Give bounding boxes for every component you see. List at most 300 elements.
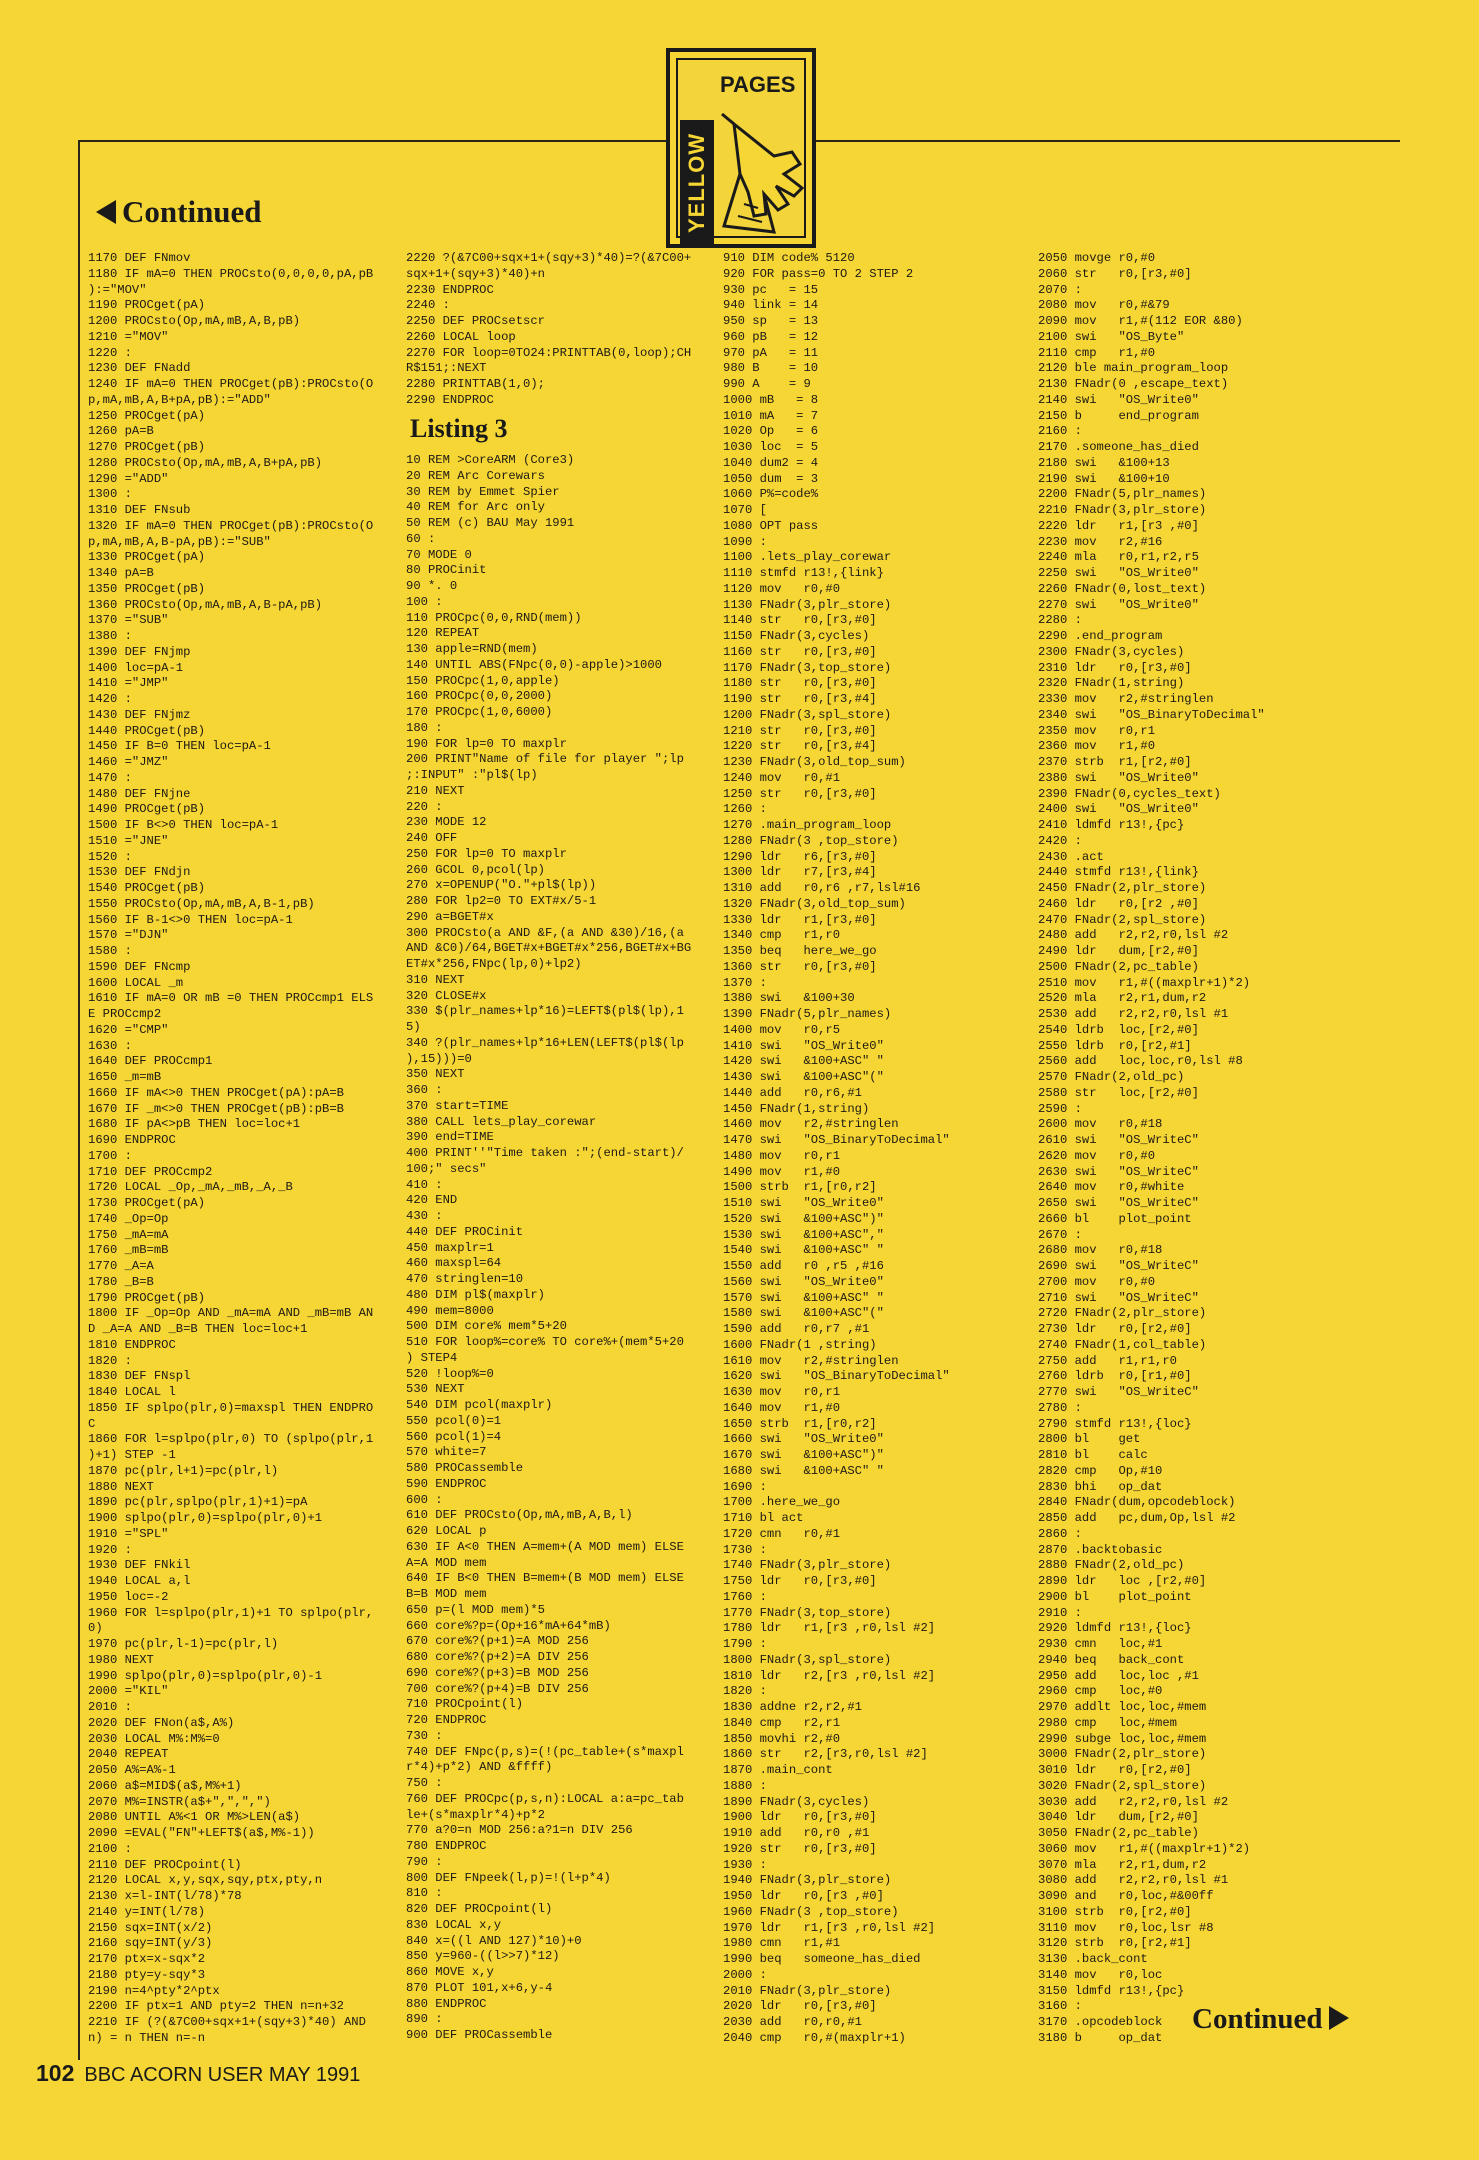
continued-bottom-label: Continued — [1192, 2003, 1323, 2035]
code-line: 720 ENDPROC — [406, 1713, 487, 1727]
code-line: 2680 mov r0,#18 — [1038, 1243, 1163, 1258]
code-line: 3050 FNadr(2,pc_table) — [1038, 1826, 1199, 1840]
code-line: 2660 bl plot_point — [1038, 1211, 1192, 1226]
code-line: 2350 mov r0,r1 — [1038, 723, 1156, 738]
code-line: 2710 swi "OS_WriteC" — [1038, 1290, 1199, 1305]
code-line: 2010 FNadr(3,plr_store) — [723, 1983, 892, 1998]
code-line: 420 END — [406, 1193, 458, 1208]
code-line: 1820 : — [723, 1684, 767, 1699]
code-line: 2370 strb r1,[r2,#0] — [1038, 755, 1192, 769]
code-line: 2460 ldr r0,[r2 ,#0] — [1038, 896, 1199, 911]
code-line: 590 ENDPROC — [406, 1476, 487, 1491]
code-line: 2900 bl plot_point — [1038, 1589, 1192, 1604]
code-line: 680 core%?(p+2)=A DIV 256 — [406, 1650, 589, 1664]
code-line: 980 B = 10 — [723, 361, 819, 376]
code-line: 1940 FNadr(3,plr_store) — [723, 1873, 892, 1888]
code-line: 2340 swi "OS_BinaryToDecimal" — [1038, 707, 1265, 722]
code-line: 1880 NEXT — [88, 1479, 154, 1494]
code-line: 2980 cmp loc,#mem — [1038, 1715, 1177, 1730]
code-line: 1690 : — [723, 1479, 767, 1494]
code-line: 1410 swi "OS_Write0" — [723, 1038, 884, 1053]
code-line: 1200 PROCsto(Op,mA,mB,A,B,pB) — [88, 314, 301, 328]
code-line: 3170 .opcodeblock — [1038, 2015, 1163, 2029]
code-line: 1490 mov r1,#0 — [723, 1164, 841, 1179]
code-line: R$151;:NEXT — [406, 361, 487, 376]
code-line: 1860 str r2,[r3,r0,lsl #2] — [723, 1747, 928, 1762]
code-line: 1270 PROCget(pB) — [88, 440, 206, 454]
code-line: 1490 PROCget(pB) — [88, 802, 206, 817]
code-line: 880 ENDPROC — [406, 1996, 487, 2011]
code-line: 1070 [ — [723, 503, 767, 517]
code-line: 1730 : — [723, 1542, 767, 1557]
code-line: 900 DEF PROCassemble — [406, 2028, 553, 2042]
code-line: 3010 ldr r0,[r2,#0] — [1038, 1763, 1192, 1777]
code-line: 1540 PROCget(pB) — [88, 881, 206, 895]
code-line: 220 : — [406, 799, 443, 814]
code-line: 2640 mov r0,#white — [1038, 1180, 1185, 1195]
code-line: 2190 swi &100+10 — [1038, 471, 1170, 486]
code-line: 1180 str r0,[r3,#0] — [723, 676, 877, 691]
code-line: le+(s*maxplr*4)+p*2 — [406, 1807, 545, 1822]
code-line: 2180 pty=y-sqy*3 — [88, 1967, 206, 1982]
code-line: 1800 FNadr(3,spl_store) — [723, 1652, 892, 1667]
code-line: 2180 swi &100+13 — [1038, 455, 1170, 470]
code-line: 1360 PROCsto(Op,mA,mB,A,B-pA,pB) — [88, 597, 323, 612]
code-line: 2770 swi "OS_WriteC" — [1038, 1385, 1199, 1399]
code-line: 2040 cmp r0,#(maxplr+1) — [723, 2030, 906, 2045]
code-line: 1950 loc=-2 — [88, 1589, 169, 1604]
code-line: 2530 add r2,r2,r0,lsl #1 — [1038, 1007, 1229, 1021]
code-line: 800 DEF FNpeek(l,p)=!(l+p*4) — [406, 1870, 611, 1885]
continued-top — [96, 194, 262, 230]
code-line: 1190 str r0,[r3,#4] — [723, 692, 877, 706]
code-line: 1730 PROCget(pA) — [88, 1196, 206, 1210]
code-line: 930 pc = 15 — [723, 282, 819, 297]
code-line: 940 link = 14 — [723, 298, 819, 313]
code-line: 1050 dum = 3 — [723, 471, 819, 486]
code-line: 450 maxplr=1 — [406, 1240, 494, 1255]
code-line: 1690 ENDPROC — [88, 1133, 176, 1147]
code-line: 2610 swi "OS_WriteC" — [1038, 1133, 1199, 1147]
code-line: 3080 add r2,r2,r0,lsl #1 — [1038, 1873, 1229, 1888]
code-line: 2160 : — [1038, 424, 1082, 439]
code-line: 1660 IF mA<>0 THEN PROCget(pA):pA=B — [88, 1085, 344, 1100]
code-line: 1750 ldr r0,[r3,#0] — [723, 1574, 877, 1588]
code-line: 1700 .here_we_go — [723, 1495, 841, 1510]
code-line: 340 ?(plr_names+lp*16+LEN(LEFT$(pl$(lp — [406, 1035, 684, 1050]
code-line: 1420 swi &100+ASC" " — [723, 1054, 884, 1069]
code-line: 40 REM for Arc only — [406, 500, 545, 515]
code-line: 140 UNTIL ABS(FNpc(0,0)-apple)>1000 — [406, 657, 662, 672]
code-line: 1340 pA=B — [88, 566, 154, 580]
arrow-left-icon — [96, 200, 116, 224]
code-line: 1460 mov r2,#stringlen — [723, 1117, 899, 1132]
code-line: 2970 addlt loc,loc,#mem — [1038, 1700, 1207, 1714]
code-line: 1840 LOCAL l — [88, 1385, 176, 1399]
code-line: 670 core%?(p+1)=A MOD 256 — [406, 1634, 589, 1649]
code-line: 200 PRINT"Name of file for player ";lp — [406, 752, 684, 767]
code-line: 1530 swi &100+ASC"," — [723, 1227, 884, 1242]
code-line: 1780 _B=B — [88, 1274, 154, 1289]
code-line: 2990 subge loc,loc,#mem — [1038, 1731, 1207, 1746]
code-line: 2030 add r0,r0,#1 — [723, 2015, 862, 2029]
code-line: C — [88, 1416, 96, 1431]
code-line: 2780 : — [1038, 1400, 1082, 1415]
code-line: 1610 mov r2,#stringlen — [723, 1353, 899, 1368]
code-line: 2050 movge r0,#0 — [1038, 251, 1156, 265]
code-line: 1380 : — [88, 629, 132, 643]
code-line: 1900 ldr r0,[r3,#0] — [723, 1810, 877, 1825]
code-line: 1960 FNadr(3 ,top_store) — [723, 1904, 899, 1919]
code-line: 1340 cmp r1,r0 — [723, 928, 841, 943]
code-line: 410 : — [406, 1177, 443, 1192]
code-line: 3120 strb r0,[r2,#1] — [1038, 1936, 1192, 1951]
code-line: AND &C0)/64,BGET#x+BGET#x*256,BGET#x+BG — [406, 941, 692, 956]
code-line: 1890 FNadr(3,cycles) — [723, 1794, 870, 1809]
code-line: 2800 bl get — [1038, 1432, 1141, 1447]
code-line: 630 IF A<0 THEN A=mem+(A MOD mem) ELSE — [406, 1539, 684, 1554]
code-line: 440 DEF PROCinit — [406, 1224, 524, 1239]
code-line: 2270 FOR loop=0TO24:PRINTTAB(0,loop);CH — [406, 345, 692, 360]
code-line: 2590 : — [1038, 1101, 1082, 1116]
code-line: 2120 ble main_program_loop — [1038, 361, 1229, 376]
code-line: 2000 : — [723, 1967, 767, 1982]
code-line: 10 REM >CoreARM (Core3) — [406, 453, 575, 467]
code-line: 2100 swi "OS_Byte" — [1038, 329, 1185, 344]
code-line: 190 FOR lp=0 TO maxplr — [406, 736, 567, 751]
code-line: 1230 FNadr(3,old_top_sum) — [723, 755, 906, 769]
code-line: 1750 _mA=mA — [88, 1227, 169, 1242]
code-line: 600 : — [406, 1492, 443, 1507]
code-line: 100;" secs" — [406, 1161, 487, 1176]
code-line: 1170 FNadr(3,top_store) — [723, 660, 892, 675]
code-line: 1160 str r0,[r3,#0] — [723, 644, 877, 659]
code-line: 2330 mov r2,#stringlen — [1038, 692, 1214, 706]
code-line: 2570 FNadr(2,old_pc) — [1038, 1070, 1185, 1084]
code-line: 1910 add r0,r0 ,#1 — [723, 1826, 870, 1840]
code-line: 460 maxspl=64 — [406, 1256, 502, 1271]
code-line: 90 *. 0 — [406, 579, 458, 593]
code-line: 840 x=((l AND 127)*10)+0 — [406, 1933, 582, 1948]
code-line: 2090 mov r1,#(112 EOR &80) — [1038, 314, 1243, 328]
code-line: 260 GCOL 0,pcol(lp) — [406, 862, 545, 877]
continued-bottom — [1192, 2003, 1349, 2036]
code-line: 1480 mov r0,r1 — [723, 1148, 841, 1163]
code-line: 2200 FNadr(5,plr_names) — [1038, 487, 1207, 502]
code-line: 2010 : — [88, 1700, 132, 1714]
code-line: 2880 FNadr(2,old_pc) — [1038, 1558, 1185, 1573]
code-line: 710 PROCpoint(l) — [406, 1697, 524, 1712]
code-line: ET#x*256,FNpc(lp,0)+lp2) — [406, 957, 582, 971]
code-line: 240 OFF — [406, 831, 458, 845]
code-line: 1940 LOCAL a,l — [88, 1574, 191, 1588]
code-line: 1300 : — [88, 487, 132, 502]
code-line: 740 DEF FNpc(p,s)=(!(pc_table+(s*maxpl — [406, 1744, 684, 1759]
code-line: sqx+1+(sqy+3)*40)+n — [406, 266, 545, 281]
code-line: 510 FOR loop%=core% TO core%+(mem*5+20 — [406, 1335, 684, 1349]
code-line: 1770 _A=A — [88, 1259, 154, 1273]
code-line: 1590 add r0,r7 ,#1 — [723, 1322, 870, 1336]
code-line: 1570 swi &100+ASC" " — [723, 1290, 884, 1305]
code-line: 570 white=7 — [406, 1445, 487, 1460]
code-line: 1590 DEF FNcmp — [88, 959, 191, 974]
logo-pages-text: PAGES — [720, 72, 796, 97]
code-line: 280 FOR lp2=0 TO EXT#x/5-1 — [406, 894, 597, 908]
code-line: 80 PROCinit — [406, 563, 487, 578]
code-line: 1720 cmn r0,#1 — [723, 1526, 841, 1541]
code-line: 3140 mov r0,loc — [1038, 1967, 1163, 1982]
code-line: 2790 stmfd r13!,{loc} — [1038, 1416, 1192, 1431]
code-line: 620 LOCAL p — [406, 1524, 487, 1538]
code-line: 1720 LOCAL _Op,_mA,_mB,_A,_B — [88, 1180, 293, 1195]
code-line: 950 sp = 13 — [723, 314, 819, 328]
code-line: 3130 .back_cont — [1038, 1952, 1148, 1966]
listing-column-3 — [723, 251, 950, 2047]
code-line: 640 IF B<0 THEN B=mem+(B MOD mem) ELSE — [406, 1571, 684, 1586]
code-line: 2270 swi "OS_Write0" — [1038, 597, 1199, 612]
code-line: 60 : — [406, 531, 436, 546]
code-line: 110 PROCpc(0,0,RND(mem)) — [406, 610, 582, 625]
code-line: 490 mem=8000 — [406, 1303, 494, 1318]
code-line: 1790 : — [723, 1637, 767, 1651]
code-line: 2600 mov r0,#18 — [1038, 1117, 1163, 1132]
code-line: 1820 : — [88, 1353, 132, 1368]
code-line: 960 pB = 12 — [723, 329, 819, 344]
code-line: 1400 mov r0,r5 — [723, 1022, 841, 1037]
code-line: ),15)))=0 — [406, 1051, 472, 1066]
code-line: 1760 _mB=mB — [88, 1243, 169, 1258]
code-line: 1130 FNadr(3,plr_store) — [723, 597, 892, 612]
code-line: 1900 splpo(plr,0)=splpo(plr,0)+1 — [88, 1511, 323, 1525]
code-line: 1040 dum2 = 4 — [723, 455, 819, 470]
code-line: 1240 mov r0,#1 — [723, 770, 841, 785]
code-line: 2550 ldrb r0,[r2,#1] — [1038, 1038, 1192, 1053]
code-line: 1080 OPT pass — [723, 518, 819, 533]
code-line: 500 DIM core% mem*5+20 — [406, 1319, 567, 1334]
code-line: 2940 beq back_cont — [1038, 1652, 1185, 1667]
code-line: 2140 y=INT(l/78) — [88, 1904, 206, 1919]
code-line: 1990 beq someone_has_died — [723, 1952, 921, 1966]
listing-column-4 — [1038, 251, 1265, 2047]
code-line: 1520 : — [88, 849, 132, 864]
code-line: 2670 : — [1038, 1227, 1082, 1242]
code-line: 1140 str r0,[r3,#0] — [723, 613, 877, 628]
code-line: 2050 A%=A%-1 — [88, 1763, 176, 1777]
logo-yellow-text: YELLOW — [680, 120, 714, 245]
code-line: 3150 ldmfd r13!,{pc} — [1038, 1983, 1185, 1998]
code-line: 2020 DEF FNon(a$,A%) — [88, 1715, 235, 1730]
continued-top-label: Continued — [122, 194, 262, 229]
code-line: 3100 strb r0,[r2,#0] — [1038, 1904, 1192, 1919]
code-line: 2620 mov r0,#0 — [1038, 1148, 1156, 1163]
code-line: 1200 FNadr(3,spl_store) — [723, 707, 892, 722]
code-line: 1210 str r0,[r3,#0] — [723, 723, 877, 738]
code-line: A=A MOD mem — [406, 1555, 487, 1570]
code-line: 1310 DEF FNsub — [88, 503, 191, 517]
page-footer — [36, 2060, 360, 2087]
code-line: 1620 swi "OS_BinaryToDecimal" — [723, 1369, 950, 1384]
code-line: 1700 : — [88, 1148, 132, 1163]
code-line: 2420 : — [1038, 833, 1082, 848]
code-line: 1870 pc(plr,l+1)=pc(plr,l) — [88, 1463, 279, 1478]
code-line: 2060 a$=MID$(a$,M%+1) — [88, 1778, 242, 1793]
code-line: 1600 FNadr(1 ,string) — [723, 1337, 877, 1352]
code-line: 1400 loc=pA-1 — [88, 660, 184, 675]
code-line: 480 DIM pl$(maxplr) — [406, 1287, 545, 1302]
code-line: 970 pA = 11 — [723, 345, 819, 360]
page-number: 102 — [36, 2060, 75, 2086]
code-line: 2650 swi "OS_WriteC" — [1038, 1196, 1199, 1210]
code-line: 150 PROCpc(1,0,apple) — [406, 673, 560, 688]
code-line: 2030 LOCAL M%:M%=0 — [88, 1731, 220, 1746]
code-line: p,mA,mB,A,B-pA,pB):="SUB" — [88, 534, 271, 549]
code-line: 310 NEXT — [406, 972, 465, 987]
code-line: 820 DEF PROCpoint(l) — [406, 1902, 553, 1916]
code-line: 1650 strb r1,[r0,r2] — [723, 1416, 877, 1431]
code-line: 2240 mla r0,r1,r2,r5 — [1038, 550, 1199, 565]
code-line: B=B MOD mem — [406, 1587, 487, 1601]
code-line: 2240 : — [406, 298, 450, 313]
code-line: 2720 FNadr(2,plr_store) — [1038, 1306, 1207, 1321]
code-line: 1010 mA = 7 — [723, 408, 819, 423]
code-line: 1680 swi &100+ASC" " — [723, 1463, 884, 1478]
code-line: 1830 DEF FNspl — [88, 1369, 191, 1384]
code-line: 2070 M%=INSTR(a$+",",",") — [88, 1794, 271, 1809]
code-line: 2930 cmn loc,#1 — [1038, 1637, 1163, 1651]
code-line: 70 MODE 0 — [406, 547, 472, 562]
code-line: 1740 _Op=Op — [88, 1211, 169, 1226]
code-line: 2360 mov r1,#0 — [1038, 739, 1156, 754]
code-line: 2000 ="KIL" — [88, 1684, 169, 1699]
code-line: )+1) STEP -1 — [88, 1448, 176, 1462]
code-line: p,mA,mB,A,B+pA,pB):="ADD" — [88, 392, 271, 407]
code-line: 2760 ldrb r0,[r1,#0] — [1038, 1369, 1192, 1384]
code-line: 870 PLOT 101,x+6,y-4 — [406, 1980, 553, 1995]
code-line: 3070 mla r2,r1,dum,r2 — [1038, 1857, 1207, 1872]
code-line: 20 REM Arc Corewars — [406, 468, 545, 483]
code-line: 1230 DEF FNadd — [88, 361, 191, 376]
listing-column-2-top — [406, 251, 691, 409]
code-line: 320 CLOSE#x — [406, 988, 487, 1003]
code-line: 2740 FNadr(1,col_table) — [1038, 1337, 1207, 1352]
code-line: 2150 sqx=INT(x/2) — [88, 1920, 213, 1935]
code-line: 2110 cmp r1,#0 — [1038, 345, 1156, 360]
code-line: 1650 _m=mB — [88, 1070, 162, 1084]
code-line: 2170 .someone_has_died — [1038, 440, 1199, 454]
code-line: 1970 ldr r1,[r3 ,r0,lsl #2] — [723, 1920, 936, 1935]
code-line: 990 A = 9 — [723, 377, 811, 391]
code-line: 390 end=TIME — [406, 1130, 494, 1145]
code-line: 1830 addne r2,r2,#1 — [723, 1700, 862, 1714]
code-line: 1420 : — [88, 692, 132, 706]
code-line: 1100 .lets_play_corewar — [723, 550, 892, 565]
code-line: 370 start=TIME — [406, 1098, 509, 1113]
code-line: 5) — [406, 1020, 421, 1034]
code-line: 250 FOR lp=0 TO maxplr — [406, 846, 567, 861]
code-line: 1170 DEF FNmov — [88, 251, 191, 265]
code-line: 2220 ldr r1,[r3 ,#0] — [1038, 518, 1199, 533]
code-line: 1910 ="SPL" — [88, 1526, 169, 1541]
hand-icon — [714, 104, 810, 244]
code-line: 2280 PRINTTAB(1,0); — [406, 377, 545, 391]
code-line: 1350 PROCget(pB) — [88, 581, 206, 596]
code-line: 1670 swi &100+ASC")" — [723, 1448, 884, 1462]
code-line: 1560 IF B-1<>0 THEN loc=pA-1 — [88, 912, 293, 927]
code-line: 1810 ldr r2,[r3 ,r0,lsl #2] — [723, 1668, 936, 1683]
code-line: 1180 IF mA=0 THEN PROCsto(0,0,0,0,pA,pB — [88, 266, 374, 281]
code-line: n) = n THEN n=-n — [88, 2030, 206, 2045]
code-line: 1330 PROCget(pA) — [88, 550, 206, 565]
code-line: 1320 FNadr(3,old_top_sum) — [723, 896, 906, 911]
code-line: 1950 ldr r0,[r3 ,#0] — [723, 1889, 884, 1903]
code-line: 2410 ldmfd r13!,{pc} — [1038, 818, 1185, 832]
code-line: 1460 ="JMZ" — [88, 755, 169, 769]
code-line: 230 MODE 12 — [406, 815, 487, 830]
code-line: 2070 : — [1038, 282, 1082, 297]
code-line: 1300 ldr r7,[r3,#4] — [723, 865, 877, 880]
code-line: 1800 IF _Op=Op AND _mA=mA AND _mB=mB AN — [88, 1306, 374, 1321]
listing-column-1 — [88, 251, 373, 2047]
code-line: 1480 DEF FNjne — [88, 786, 191, 801]
code-line: 2830 bhi op_dat — [1038, 1479, 1163, 1494]
code-line: 730 : — [406, 1728, 443, 1743]
code-line: 2300 FNadr(3,cycles) — [1038, 644, 1185, 659]
code-line: 1660 swi "OS_Write0" — [723, 1432, 884, 1447]
code-line: 2510 mov r1,#((maxplr+1)*2) — [1038, 975, 1251, 990]
code-line: 1330 ldr r1,[r3,#0] — [723, 912, 877, 927]
code-line: 1470 : — [88, 770, 132, 785]
code-line: 610 DEF PROCsto(Op,mA,mB,A,B,l) — [406, 1508, 633, 1523]
code-line: 2020 ldr r0,[r3,#0] — [723, 1999, 877, 2014]
code-line: 2400 swi "OS_Write0" — [1038, 802, 1199, 817]
code-line: 1560 swi "OS_Write0" — [723, 1274, 884, 1289]
code-line: 1740 FNadr(3,plr_store) — [723, 1558, 892, 1573]
code-line: 920 FOR pass=0 TO 2 STEP 2 — [723, 266, 914, 281]
code-line: 2750 add r1,r1,r0 — [1038, 1353, 1177, 1368]
code-line: 2250 swi "OS_Write0" — [1038, 566, 1199, 580]
code-line: 2250 DEF PROCsetscr — [406, 314, 545, 328]
code-line: 1250 PROCget(pA) — [88, 408, 206, 423]
code-line: 2320 FNadr(1,string) — [1038, 676, 1185, 691]
code-line: 520 !loop%=0 — [406, 1366, 494, 1381]
code-line: 1450 FNadr(1,string) — [723, 1101, 870, 1116]
code-line: 2540 ldrb loc,[r2,#0] — [1038, 1022, 1199, 1037]
code-line: 1570 ="DJN" — [88, 928, 169, 943]
code-line: 2450 FNadr(2,plr_store) — [1038, 881, 1207, 895]
code-line: 1060 P%=code% — [723, 487, 819, 502]
code-line: 2920 ldmfd r13!,{loc} — [1038, 1621, 1192, 1636]
code-line: 770 a?0=n MOD 256:a?1=n DIV 256 — [406, 1823, 633, 1838]
code-line: 2500 FNadr(2,pc_table) — [1038, 959, 1199, 974]
code-line: 790 : — [406, 1854, 443, 1869]
code-line: 1610 IF mA=0 OR mB =0 THEN PROCcmp1 ELS — [88, 991, 374, 1006]
code-line: 170 PROCpc(1,0,6000) — [406, 705, 553, 719]
code-line: 1020 Op = 6 — [723, 424, 819, 439]
code-line: 2560 add loc,loc,r0,lsl #8 — [1038, 1054, 1243, 1069]
code-line: 2810 bl calc — [1038, 1448, 1148, 1462]
code-line: 1370 : — [723, 975, 767, 990]
code-line: 2440 stmfd r13!,{link} — [1038, 865, 1199, 880]
code-line: 760 DEF PROCpc(p,s,n):LOCAL a:a=pc_tab — [406, 1791, 684, 1806]
code-line: 750 : — [406, 1776, 443, 1790]
code-line: 1210 ="MOV" — [88, 329, 169, 344]
code-line: 210 NEXT — [406, 783, 465, 798]
code-line: 650 p=(l MOD mem)*5 — [406, 1602, 545, 1617]
code-line: 1930 : — [723, 1857, 767, 1872]
code-line: 690 core%?(p+3)=B MOD 256 — [406, 1665, 589, 1680]
code-line: 1260 : — [723, 802, 767, 817]
code-line: 1350 beq here_we_go — [723, 944, 877, 958]
